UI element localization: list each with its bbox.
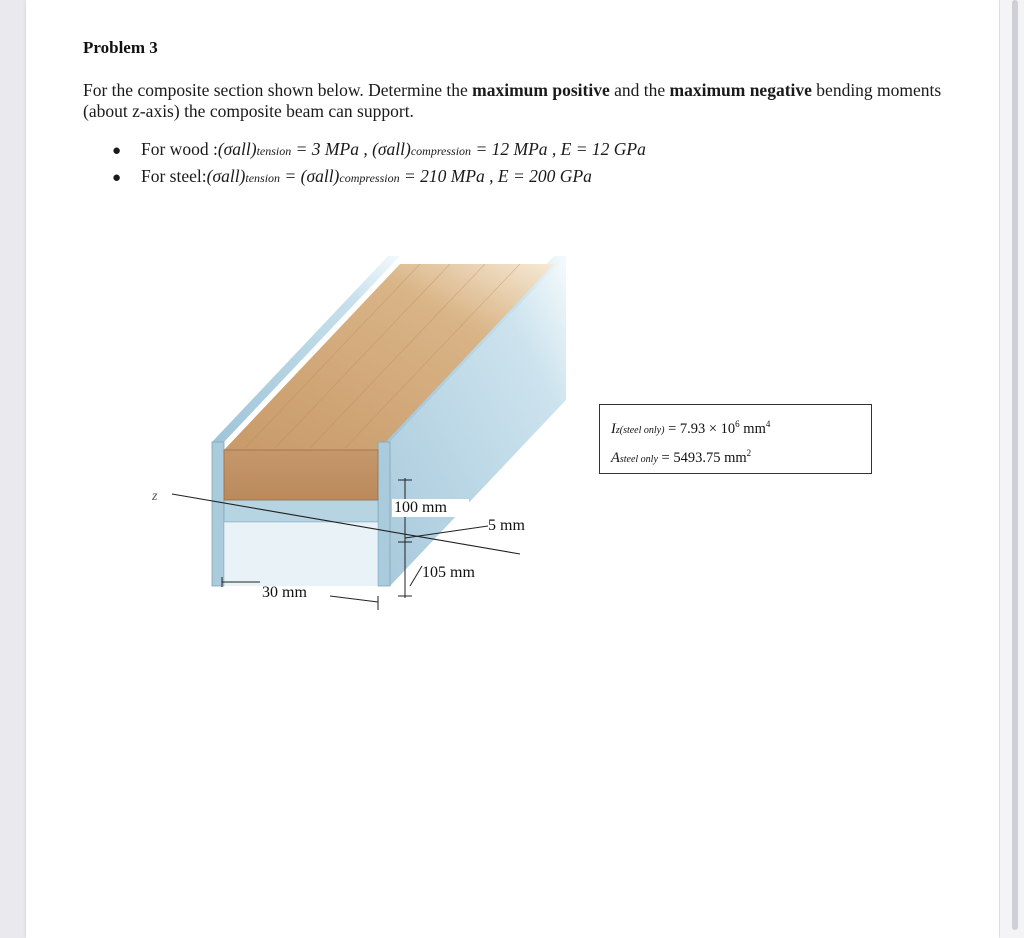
composite-beam-figure — [150, 250, 580, 630]
list-item-wood: ● For wood : (σall) tension = 3 MPa , (σall) compression = 12 MPa , E = 12 GPa — [112, 139, 646, 159]
z-axis-label: z — [152, 489, 158, 504]
problem-title: Problem 3 — [83, 38, 158, 57]
list-item-steel: ● For steel: (σall) tension = (σall) compression = 210 MPa , E = 200 GPa — [112, 166, 592, 186]
inertia-line: Iz(steel only) = $7.93 \times 10^6$ $mm^4$ — [611, 419, 771, 437]
bullet-icon: ● — [112, 143, 122, 159]
section-properties-box — [599, 404, 872, 474]
bold-max-positive: maximum positive — [472, 80, 610, 100]
dim-height-label: 100 mm — [394, 499, 447, 516]
bullet-icon: ● — [112, 170, 122, 186]
dim-flange-label: 105 mm — [422, 564, 475, 581]
dim-width-label: 30 mm — [262, 584, 307, 601]
problem-statement: For the composite section shown below. Determine the maximum positive and the maximum negative bending moments (about z-axis) the composite beam can support. — [83, 80, 942, 121]
beam-drawing — [212, 256, 566, 586]
material-list — [112, 139, 912, 193]
scrollbar-thumb[interactable] — [1012, 0, 1018, 930]
dim-thickness-label: 5 mm — [488, 517, 525, 534]
bold-max-negative: maximum negative — [669, 80, 812, 100]
area-line: Asteel only = 5493.75 $mm^2$ — [611, 447, 752, 466]
